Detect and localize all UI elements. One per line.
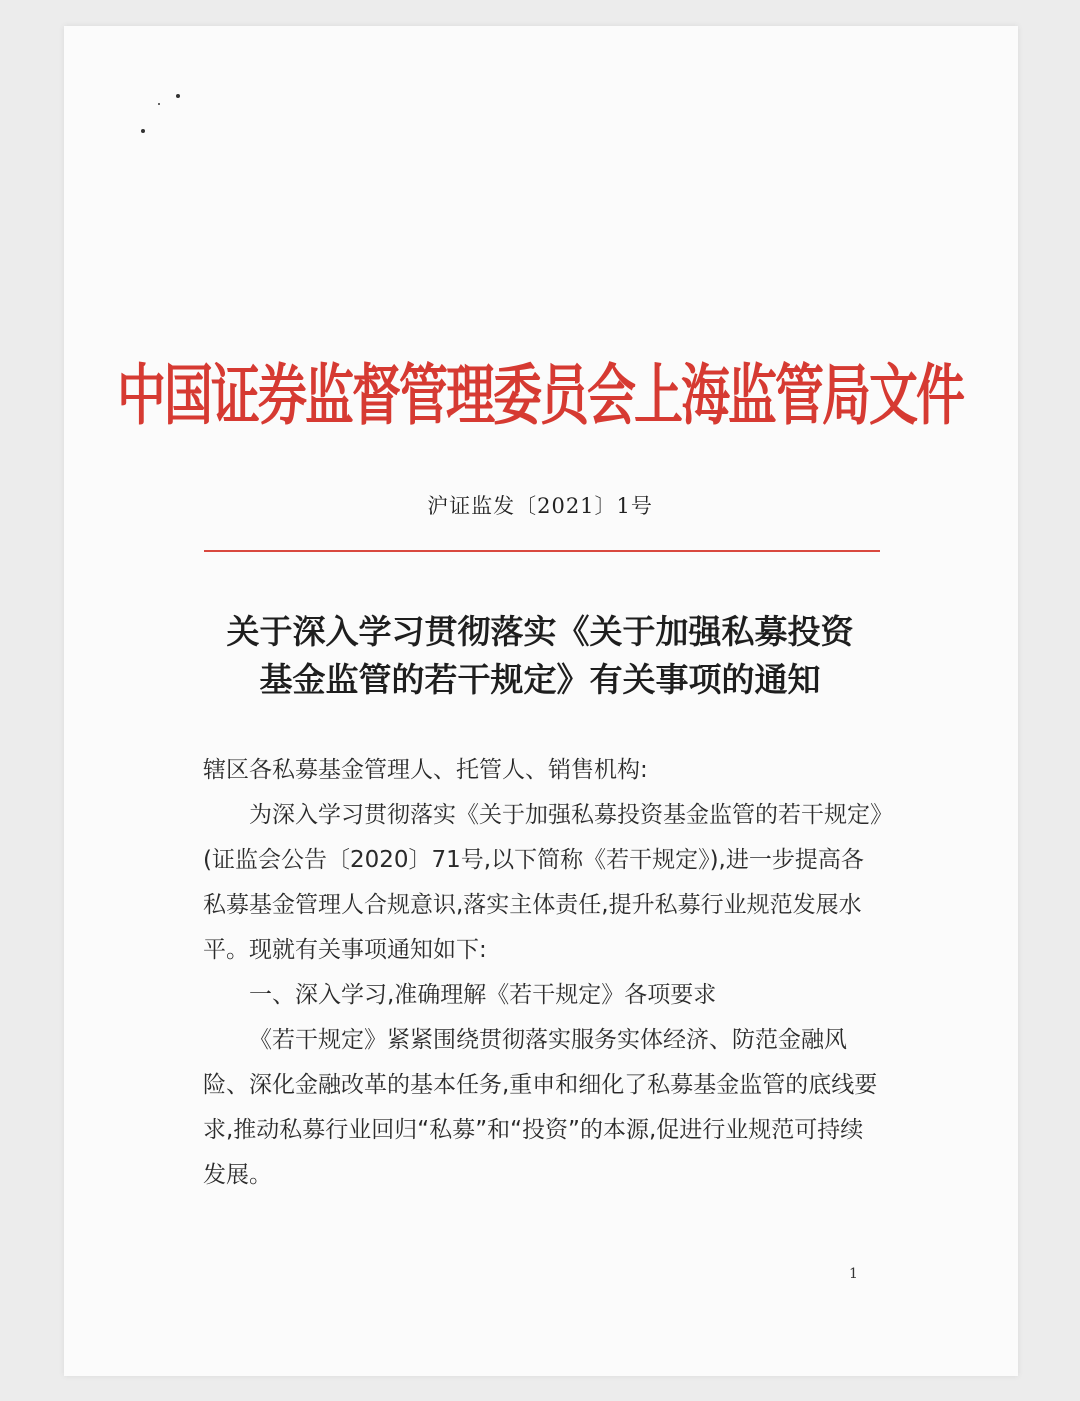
notice-body [203, 748, 883, 1198]
section-1-heading: 一、深入学习,准确理解《若干规定》各项要求 [249, 982, 717, 1008]
salutation: 辖区各私募基金管理人、托管人、销售机构: [203, 757, 648, 783]
document-number: 沪证监发〔2021〕1号 [427, 494, 653, 518]
notice-title-line-2: 基金监管的若干规定》有关事项的通知 [259, 660, 821, 699]
scan-speck [176, 94, 180, 98]
scan-speck [158, 103, 160, 105]
paragraph-1: 为深入学习贯彻落实《关于加强私募投资基金监管的若干规定》(证监会公告〔2020〕71号,以下简称《若干规定》),进一步提高各私募基金管理人合规意识,落实主体责任,提升私募行业规范发展水平。现就有关事项通知如下: [203, 802, 882, 963]
notice-title-line-1: 关于深入学习贯彻落实《关于加强私募投资 [226, 612, 854, 651]
notice-title [0, 608, 1080, 704]
red-divider [204, 550, 880, 552]
agency-header-title: 中国证券监督管理委员会上海监管局文件 [116, 356, 963, 435]
page-number: 1 [849, 1266, 858, 1282]
paragraph-2: 《若干规定》紧紧围绕贯彻落实服务实体经济、防范金融风险、深化金融改革的基本任务,重申和细化了私募基金监管的底线要求,推动私募行业回归“私募”和“投资”的本源,促进行业规范可持续发展。 [203, 1027, 878, 1188]
scan-speck [141, 129, 145, 133]
